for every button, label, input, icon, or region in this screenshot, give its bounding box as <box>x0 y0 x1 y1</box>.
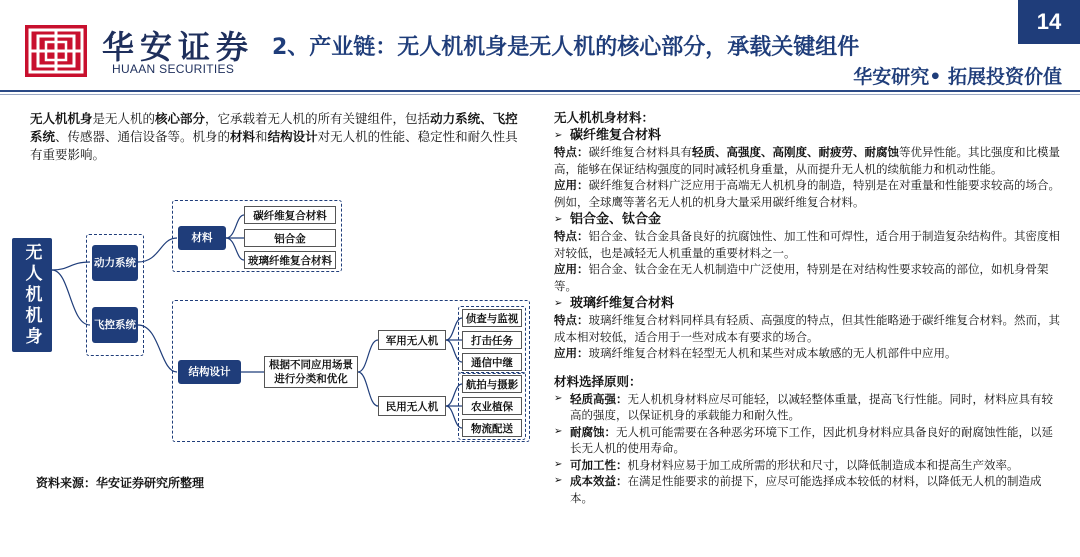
leaf-civil-item: 农业植保 <box>462 397 522 415</box>
label: 应用： <box>554 262 589 277</box>
text: 等优异性能。其比强度和比模量高，能够在保证结构强度的同时减轻机身重量，从而提升无人机的续航能力和机动性能。 <box>554 145 1060 176</box>
label: 特点： <box>554 229 589 244</box>
arrow-icon: ➢ <box>554 475 563 487</box>
label: 应用： <box>554 346 589 361</box>
material-feature <box>554 228 1060 261</box>
page-header <box>0 0 1080 92</box>
label: 特点： <box>554 313 589 328</box>
arrow-icon: ➢ <box>554 392 563 404</box>
label: 可加工性： <box>570 457 628 472</box>
header-divider-thin <box>0 94 1080 95</box>
logo-text-en: HUAAN SECURITIES <box>112 62 235 76</box>
leaf-civil-item: 物流配送 <box>462 419 522 437</box>
leaf-military-item: 侦查与监视 <box>462 309 522 327</box>
intro-text: 、传感器、通信设备等。机身的 <box>55 129 231 144</box>
intro-term: 核心部分 <box>155 111 206 126</box>
text: 铝合金、钛合金具备良好的抗腐蚀性、加工性和可焊性，适合用于制造复杂结构件。其密度相对较低，也是减轻无人机重量的重要材料之一。 <box>554 229 1060 260</box>
material-title-text: 玻璃纤维复合材料 <box>570 295 675 311</box>
text: 碳纤维复合材料广泛应用于高端无人机机身的制造，特别是在对重量和性能要求较高的场合。例如，全球鹰等著名无人机的机身大量采用碳纤维复合材料。 <box>554 178 1060 209</box>
leaf-civil-item: 航拍与摄影 <box>462 375 522 393</box>
principle-item <box>554 391 1060 424</box>
label: 耐腐蚀： <box>570 424 616 439</box>
leaf-material: 铝合金 <box>244 229 336 247</box>
intro-paragraph <box>30 110 530 164</box>
node-structure-design: 结构设计 <box>178 360 241 384</box>
arrow-icon: ➢ <box>554 129 563 141</box>
node-flight-control: 飞控系统 <box>92 307 138 343</box>
material-feature <box>554 144 1060 177</box>
source-note: 资料来源：华安证券研究所整理 <box>36 476 205 490</box>
intro-term: 材料 <box>230 129 256 144</box>
intro-text: 对无人机的性能、稳定性和耐久性具有重要影响。 <box>30 129 518 162</box>
huaan-logo-icon <box>24 24 88 78</box>
label: 轻质高强： <box>570 391 628 406</box>
node-material: 材料 <box>178 226 226 250</box>
text-emphasis: 轻质、高强度、高刚度、耐疲劳、耐腐蚀 <box>692 145 899 160</box>
logo-text-cn: 华安证券 <box>102 28 255 66</box>
text: 碳纤维复合材料具有 <box>588 145 692 160</box>
label: 成本效益： <box>570 474 628 489</box>
material-application <box>554 177 1060 210</box>
slogan: 华安研究• 拓展投资价值 <box>853 66 1062 88</box>
diagram-root: 无人机机身 <box>12 238 52 352</box>
material-title <box>554 212 1060 229</box>
header-divider <box>0 90 1080 92</box>
structure-diagram <box>0 190 540 450</box>
material-application <box>554 261 1060 294</box>
principle-item <box>554 473 1060 506</box>
material-title <box>554 296 1060 313</box>
node-military-uav: 军用无人机 <box>378 330 446 350</box>
leaf-military-item: 打击任务 <box>462 331 522 349</box>
text: 在满足性能要求的前提下，应尽可能选择成本较低的材料，以降低无人机的制造成本。 <box>570 474 1042 506</box>
text: 铝合金、钛合金在无人机制造中广泛使用，特别是在对结构性要求较高的部位，如机身骨架等。 <box>554 262 1049 293</box>
node-power-system: 动力系统 <box>92 245 138 281</box>
intro-term: 结构设计 <box>267 129 318 144</box>
page-number: 14 <box>1018 0 1080 44</box>
material-title <box>554 128 1060 145</box>
arrow-icon: ➢ <box>554 297 563 309</box>
text: 无人机可能需要在各种恶劣环境下工作，因此机身材料应具备良好的耐腐蚀性能，以延长无人机的使用寿命。 <box>570 424 1053 456</box>
text: 机身材料应易于加工成所需的形状和尺寸，以降低制造成本和提高生产效率。 <box>627 457 1019 472</box>
text: 无人机机身材料应尽可能轻，以减轻整体重量，提高飞行性能。同时，材料应具有较高的强度，以保证机身的承载能力和耐久性。 <box>570 391 1053 423</box>
material-feature <box>554 312 1060 345</box>
label: 应用： <box>554 178 589 193</box>
principle-item <box>554 457 1060 474</box>
text: 玻璃纤维复合材料在轻型无人机和某些对成本敏感的无人机部件中应用。 <box>588 346 957 361</box>
intro-term: 动力系统、飞控系统 <box>30 111 518 144</box>
text: 玻璃纤维复合材料同样具有轻质、高强度的特点，但其性能略逊于碳纤维复合材料。然而，其成本相对较低，适合用于一些对成本有要求的场合。 <box>554 313 1060 344</box>
leaf-material: 碳纤维复合材料 <box>244 206 336 224</box>
arrow-icon: ➢ <box>554 425 563 437</box>
node-scenario: 根据不同应用场景进行分类和优化 <box>264 356 358 388</box>
principles-heading: 材料选择原则： <box>554 373 642 389</box>
material-application <box>554 345 1060 362</box>
label: 特点： <box>554 145 589 160</box>
material-title-text: 碳纤维复合材料 <box>570 127 662 143</box>
section-heading: 无人机机身材料： <box>554 110 655 125</box>
node-civil-uav: 民用无人机 <box>378 396 446 416</box>
intro-text: 和 <box>255 129 268 144</box>
page-title: 2、产业链：无人机机身是无人机的核心部分，承载关键组件 <box>272 35 860 60</box>
arrow-icon: ➢ <box>554 213 563 225</box>
leaf-material: 玻璃纤维复合材料 <box>244 251 336 269</box>
materials-section <box>554 110 1060 507</box>
principle-item <box>554 424 1060 457</box>
intro-term: 无人机机身 <box>30 111 93 126</box>
material-title-text: 铝合金、钛合金 <box>570 211 662 227</box>
arrow-icon: ➢ <box>554 458 563 470</box>
leaf-military-item: 通信中继 <box>462 353 522 371</box>
intro-text: 是无人机的 <box>92 111 156 126</box>
intro-text: ，它承载着无人机的所有关键组件，包括 <box>205 111 431 126</box>
